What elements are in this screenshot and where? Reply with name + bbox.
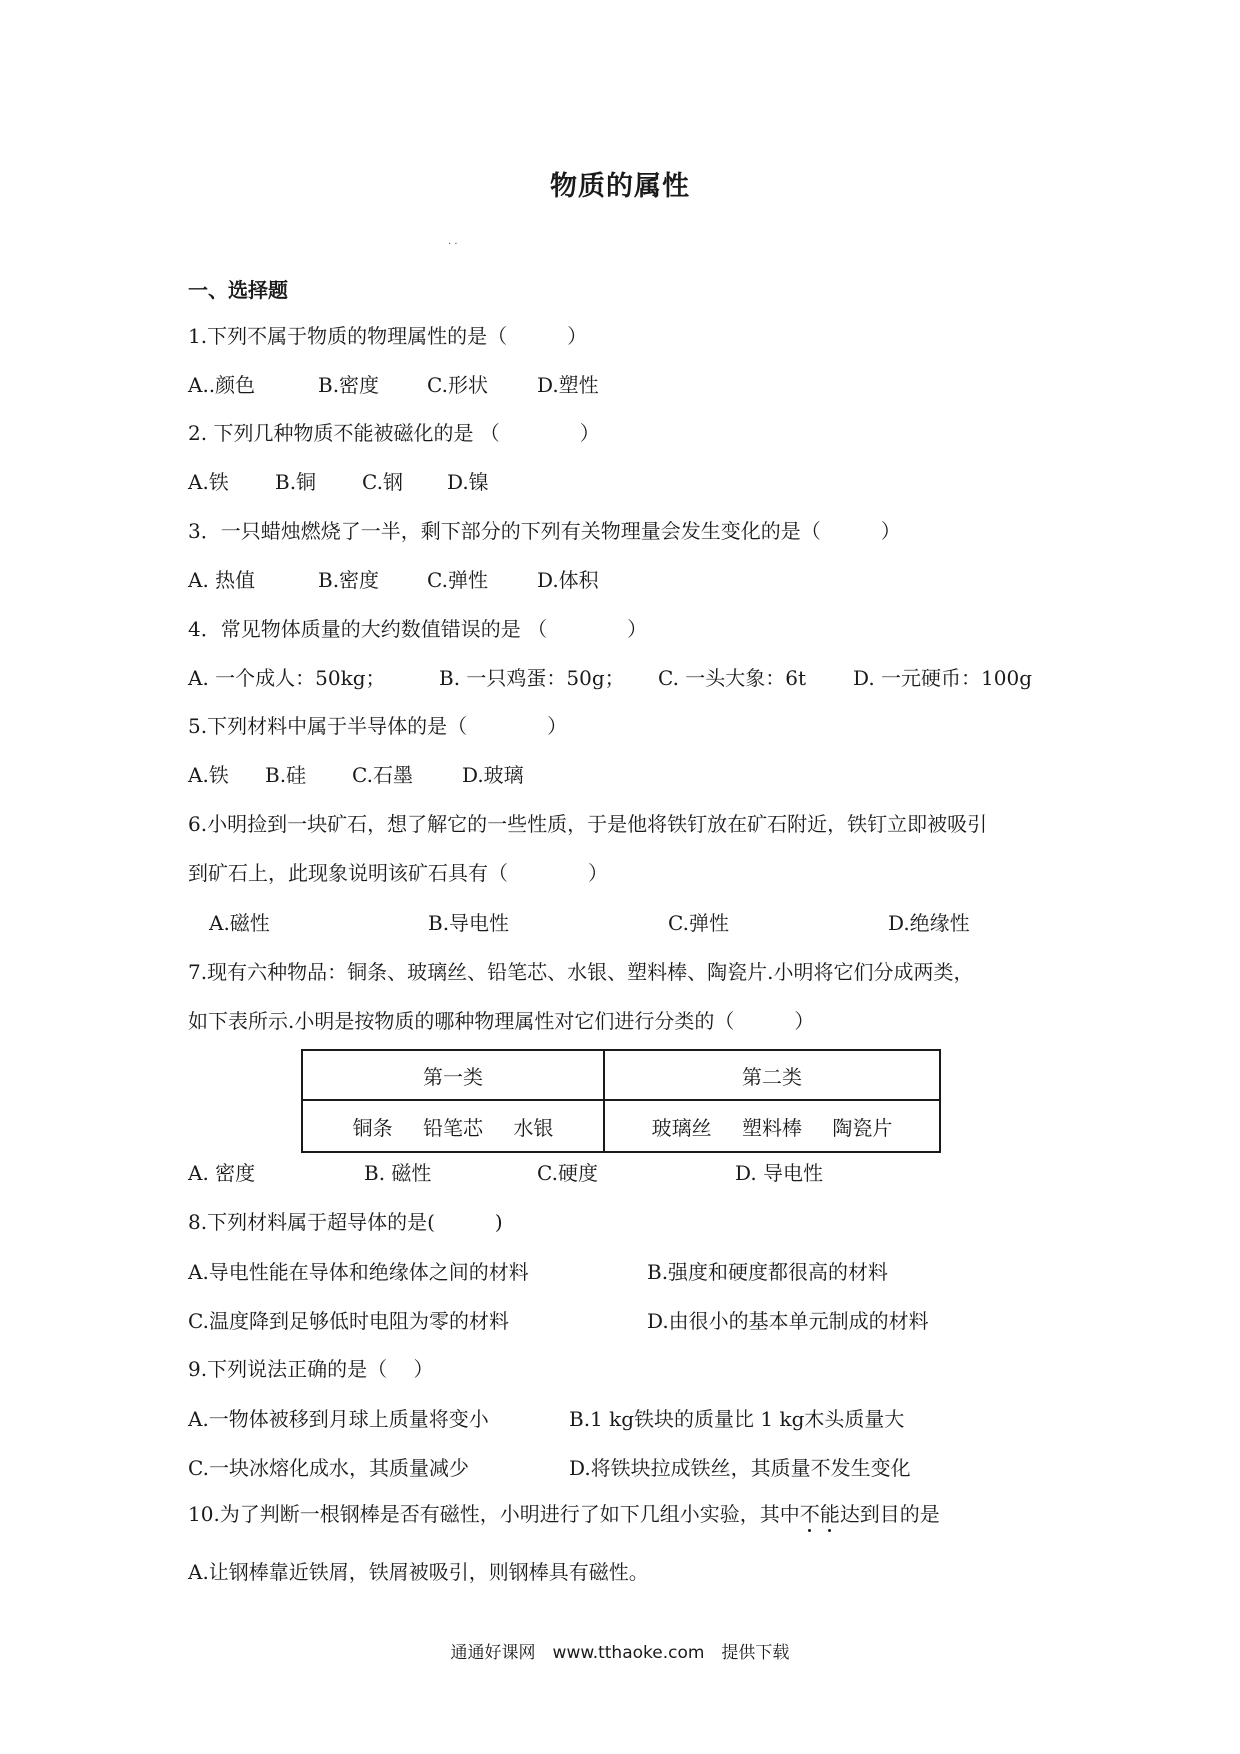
decorative-dots: . . bbox=[448, 236, 458, 247]
question-7-stem-line-1: 7.现有六种物品：铜条、玻璃丝、铅笔芯、水银、塑料棒、陶瓷片.小明将它们分成两类， bbox=[188, 960, 974, 984]
question-2-stem: 2. 下列几种物质不能被磁化的是 （ ） bbox=[188, 421, 600, 445]
table-row bbox=[302, 1100, 940, 1152]
question-5-option-b: B.硅 bbox=[265, 763, 307, 787]
question-1-option-c: C.形状 bbox=[427, 373, 488, 397]
question-4-option-c: C. 一头大象：6t bbox=[658, 666, 807, 690]
question-4-option-d: D. 一元硬币：100g bbox=[853, 666, 1033, 690]
question-3-stem: 3．一只蜡烛燃烧了一半，剩下部分的下列有关物理量会发生变化的是（ ） bbox=[188, 519, 901, 543]
question-7-stem-line-2: 如下表所示.小明是按物质的哪种物理属性对它们进行分类的（ ） bbox=[188, 1009, 815, 1033]
question-8-stem: 8.下列材料属于超导体的是( ) bbox=[188, 1210, 503, 1234]
question-1-option-d: D.塑性 bbox=[537, 373, 599, 397]
question-1-option-a: A..颜色 bbox=[188, 373, 256, 397]
second-class-item: 玻璃丝 bbox=[651, 1115, 712, 1140]
table-header-second-class: 第二类 bbox=[604, 1050, 940, 1100]
question-4-option-b: B. 一只鸡蛋：50g； bbox=[439, 666, 625, 690]
question-1-option-b: B.密度 bbox=[318, 373, 380, 397]
question-8-option-b: B.强度和硬度都很高的材料 bbox=[647, 1260, 889, 1284]
question-9-option-d: D.将铁块拉成铁丝，其质量不发生变化 bbox=[569, 1456, 911, 1480]
question-6-stem-line-1: 6.小明捡到一块矿石，想了解它的一些性质，于是他将铁钉放在矿石附近，铁钉立即被吸引 bbox=[188, 812, 988, 836]
classification-table bbox=[301, 1049, 941, 1153]
question-2-option-a: A.铁 bbox=[188, 470, 229, 494]
question-10-stem-before: 10.为了判断一根钢棒是否有磁性，小明进行了如下几组小实验，其中 bbox=[188, 1502, 800, 1526]
first-class-items-cell bbox=[302, 1100, 604, 1152]
question-3-option-d: D.体积 bbox=[537, 568, 599, 592]
question-9-option-b: B.1 kg铁块的质量比 1 kg木头质量大 bbox=[569, 1407, 905, 1431]
question-6-option-c: C.弹性 bbox=[668, 911, 729, 935]
question-8-option-d: D.由很小的基本单元制成的材料 bbox=[647, 1309, 929, 1333]
question-7-option-b: B. 磁性 bbox=[364, 1161, 432, 1185]
question-10-stem bbox=[188, 1500, 940, 1528]
second-class-item: 陶瓷片 bbox=[832, 1115, 893, 1140]
question-3-option-b: B.密度 bbox=[318, 568, 380, 592]
first-class-item: 水银 bbox=[513, 1115, 554, 1140]
question-2-option-b: B.铜 bbox=[275, 470, 317, 494]
question-5-option-c: C.石墨 bbox=[352, 763, 413, 787]
question-3-option-a: A. 热值 bbox=[188, 568, 256, 592]
question-7-option-c: C.硬度 bbox=[537, 1161, 598, 1185]
second-class-item: 塑料棒 bbox=[742, 1115, 802, 1140]
table-header-first-class: 第一类 bbox=[302, 1050, 604, 1100]
question-5-option-d: D.玻璃 bbox=[462, 763, 524, 787]
question-10-option-a: A.让钢棒靠近铁屑，铁屑被吸引，则钢棒具有磁性。 bbox=[188, 1560, 649, 1584]
second-class-items-cell bbox=[604, 1100, 940, 1152]
question-2-option-c: C.钢 bbox=[362, 470, 403, 494]
question-4-option-a: A. 一个成人：50kg； bbox=[188, 666, 386, 690]
question-6-option-d: D.绝缘性 bbox=[888, 911, 970, 935]
question-10-stem-after: 达到目的是 bbox=[839, 1502, 940, 1526]
question-1-stem: 1.下列不属于物质的物理属性的是（ ） bbox=[188, 324, 588, 348]
question-9-option-c: C.一块冰熔化成水，其质量减少 bbox=[188, 1456, 469, 1480]
question-6-stem-line-2: 到矿石上，此现象说明该矿石具有（ ） bbox=[188, 861, 608, 885]
question-2-option-d: D.镍 bbox=[447, 470, 489, 494]
question-3-option-c: C.弹性 bbox=[427, 568, 488, 592]
question-6-option-b: B.导电性 bbox=[428, 911, 510, 935]
question-7-option-a: A. 密度 bbox=[188, 1161, 256, 1185]
question-6-option-a: A.磁性 bbox=[209, 911, 270, 935]
section-heading: 一、选择题 bbox=[188, 278, 288, 302]
question-9-option-a: A.一物体被移到月球上质量将变小 bbox=[188, 1407, 489, 1431]
page-footer: 通通好课网 www.tthaoke.com 提供下载 bbox=[450, 1643, 790, 1663]
first-class-item: 铅笔芯 bbox=[423, 1115, 483, 1140]
emphasis-character: 能 bbox=[819, 1502, 840, 1526]
question-4-stem: 4．常见物体质量的大约数值错误的是 （ ） bbox=[188, 617, 648, 641]
first-class-item: 铜条 bbox=[352, 1115, 393, 1140]
question-5-option-a: A.铁 bbox=[188, 763, 229, 787]
table-header-row bbox=[302, 1050, 940, 1100]
question-8-option-a: A.导电性能在导体和绝缘体之间的材料 bbox=[188, 1260, 529, 1284]
page-title: 物质的属性 bbox=[550, 171, 690, 202]
emphasis-character: 不 bbox=[799, 1502, 820, 1526]
question-8-option-c: C.温度降到足够低时电阻为零的材料 bbox=[188, 1309, 509, 1333]
question-9-stem: 9.下列说法正确的是（ ） bbox=[188, 1357, 434, 1381]
question-7-option-d: D. 导电性 bbox=[735, 1161, 824, 1185]
question-5-stem: 5.下列材料中属于半导体的是（ ） bbox=[188, 714, 568, 738]
